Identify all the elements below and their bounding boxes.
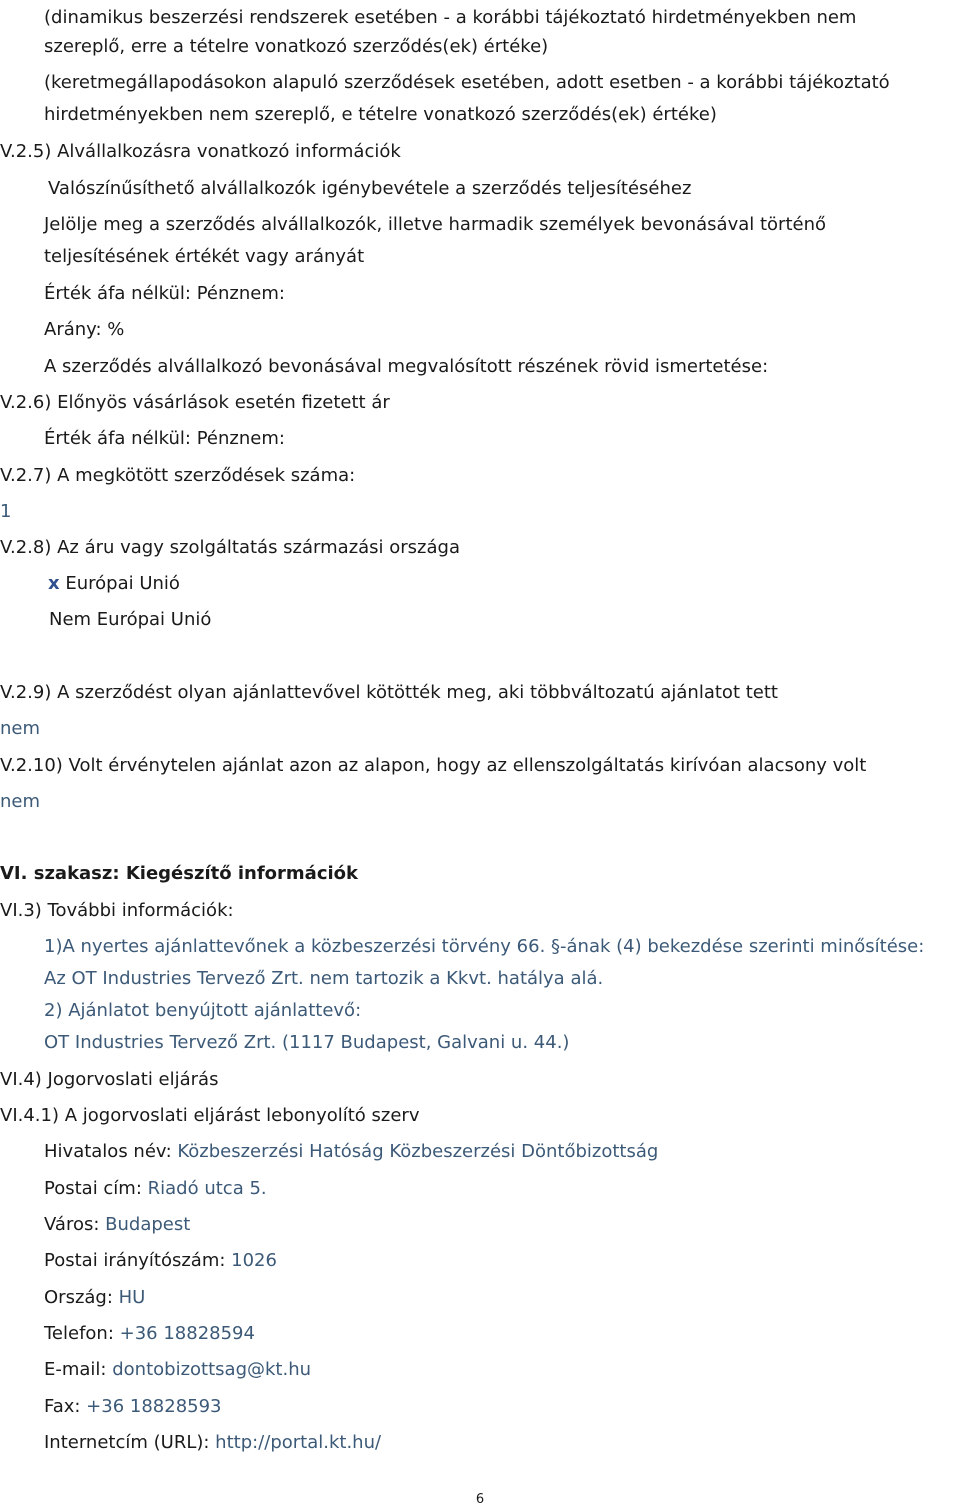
field-url [44,1431,381,1455]
field-postal-code [44,1249,277,1273]
section-v25-instruction-1: Jelölje meg a szerződés alvállalkozók, illetve harmadik személyek bevonásával történő [44,214,826,235]
section-vi3-heading: VI.3) További információk: [0,900,234,921]
section-v27-heading: V.2.7) A megkötött szerződések száma: [0,465,356,486]
section-v210-value: nem [0,791,41,812]
section-v25-heading: V.2.5) Alvállalkozásra vonatkozó információk [0,141,401,162]
url-link[interactable]: http://portal.kt.hu/ [215,1432,382,1453]
section-v25-value-label: Érték áfa nélkül: Pénznem: [44,283,285,304]
section-vi4-heading: VI.4) Jogorvoslati eljárás [0,1069,219,1090]
field-value: +36 18828593 [86,1396,222,1417]
field-label: Hivatalos név: [44,1141,178,1162]
field-label: Telefon: [44,1323,120,1344]
checked-mark: x [48,573,60,594]
field-value: HU [118,1287,146,1308]
section-v28-heading: V.2.8) Az áru vagy szolgáltatás származási országa [0,537,460,558]
intro-line-1: (dinamikus beszerzési rendszerek esetében - a korábbi tájékoztató hirdetményekben nem [44,7,857,28]
option-eu-row [48,572,180,596]
field-postal-address [44,1177,267,1201]
field-value: +36 18828594 [119,1323,255,1344]
field-label: E-mail: [44,1359,113,1380]
field-value: Riadó utca 5. [147,1178,267,1199]
field-value: Közbeszerzési Hatóság Közbeszerzési Döntőbizottság [177,1141,659,1162]
additional-info-line-1: 1)A nyertes ajánlattevőnek a közbeszerzési törvény 66. §-ának (4) bekezdése szerinti minősítése: [44,936,925,957]
section-v26-heading: V.2.6) Előnyös vásárlások esetén fizetett ár [0,392,390,413]
section-v25-subheading: Valószínűsíthető alvállalkozók igénybevétele a szerződés teljesítéséhez [48,178,692,199]
intro-line-4: hirdetményekben nem szereplő, e tételre vonatkozó szerződés(ek) értéke) [44,104,717,125]
option-non-eu-label: Nem Európai Unió [49,609,212,630]
section-v25-ratio-label: Arány: % [44,319,125,340]
section-v29-value: nem [0,718,41,739]
field-city [44,1213,190,1237]
contracts-count-value: 1 [0,501,12,522]
field-label: Fax: [44,1396,87,1417]
field-value: 1026 [231,1250,277,1271]
additional-info-line-3: 2) Ajánlatot benyújtott ajánlattevő: [44,1000,362,1021]
field-label: Internetcím (URL): [44,1432,216,1453]
field-fax [44,1395,222,1419]
option-eu-label: Európai Unió [65,573,180,594]
section-v29-heading: V.2.9) A szerződést olyan ajánlattevővel kötötték meg, aki többváltozatú ajánlatot tett [0,682,778,703]
section-vi41-heading: VI.4.1) A jogorvoslati eljárást lebonyolító szerv [0,1105,420,1126]
additional-info-line-4: OT Industries Tervező Zrt. (1117 Budapest, Galvani u. 44.) [44,1032,570,1053]
field-label: Postai cím: [44,1178,148,1199]
intro-line-2: szereplő, erre a tételre vonatkozó szerződés(ek) értéke) [44,36,549,57]
additional-info-line-2: Az OT Industries Tervező Zrt. nem tartozik a Kkvt. hatálya alá. [44,968,604,989]
section-v210-heading: V.2.10) Volt érvénytelen ajánlat azon az alapon, hogy az ellenszolgáltatás kirívóan alacsony volt [0,755,867,776]
field-label: Ország: [44,1287,119,1308]
field-value: Budapest [105,1214,191,1235]
section-v25-summary-label: A szerződés alvállalkozó bevonásával megvalósított részének rövid ismertetése: [44,356,769,377]
section-v25-instruction-2: teljesítésének értékét vagy arányát [44,246,365,267]
field-label: Város: [44,1214,106,1235]
section-vi-title: VI. szakasz: Kiegészítő információk [0,863,358,884]
email-link[interactable]: dontobizottsag@kt.hu [112,1359,312,1380]
field-phone [44,1322,255,1346]
page-number: 6 [475,1492,485,1507]
section-v26-value-label: Érték áfa nélkül: Pénznem: [44,428,285,449]
field-country [44,1286,145,1310]
intro-line-3: (keretmegállapodásokon alapuló szerződések esetében, adott esetben - a korábbi tájékoztató [44,72,890,93]
field-email [44,1358,311,1382]
field-label: Postai irányítószám: [44,1250,232,1271]
field-official-name [44,1140,658,1164]
